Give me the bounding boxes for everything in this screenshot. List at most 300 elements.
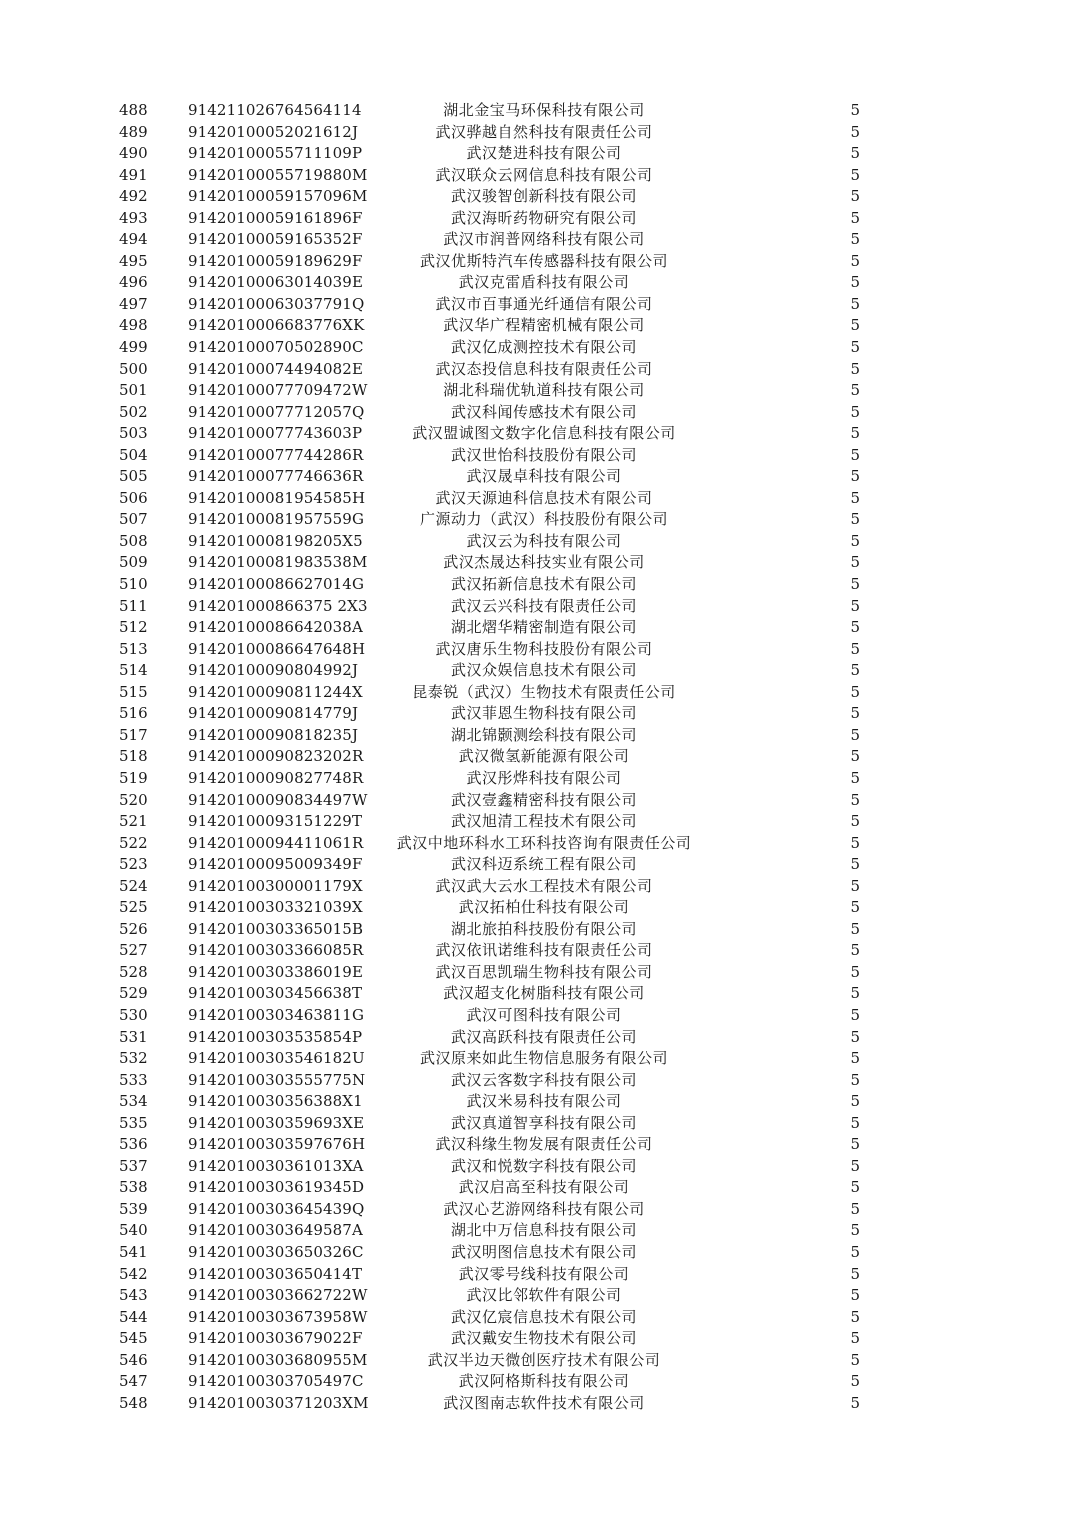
row-index: 525 <box>119 898 148 917</box>
score: 5 <box>850 101 860 119</box>
credit-code: 91420100303619345D <box>188 1178 365 1197</box>
score: 5 <box>850 445 860 464</box>
table-row <box>0 1264 1080 1286</box>
score: 5 <box>850 208 860 227</box>
credit-code: 91420100095009349F <box>188 855 363 874</box>
score: 5 <box>850 725 860 744</box>
score: 5 <box>850 424 860 443</box>
table-row <box>0 186 1080 208</box>
credit-code: 91420100303386019E <box>188 962 363 981</box>
row-index: 491 <box>119 165 148 184</box>
credit-code: 91420100090804992J <box>188 661 359 680</box>
credit-code: 91420100081983538M <box>188 553 368 572</box>
table-row <box>0 509 1080 531</box>
credit-code: 91420100303597676H <box>188 1135 366 1154</box>
table-row <box>0 574 1080 596</box>
company-name: 武汉克雷盾科技有限公司 <box>458 273 630 292</box>
company-name: 武汉米易科技有限公司 <box>466 1092 622 1111</box>
company-name: 武汉世怡科技股份有限公司 <box>450 445 637 464</box>
score: 5 <box>850 251 860 270</box>
company-name: 武汉高跃科技有限责任公司 <box>450 1027 637 1046</box>
table-row <box>0 1156 1080 1178</box>
row-index: 523 <box>119 855 148 874</box>
company-name: 武汉戴安生物技术有限公司 <box>450 1329 637 1348</box>
company-name: 武汉和悦数字科技有限公司 <box>450 1156 637 1175</box>
company-name: 武汉盟诚图文数字化信息科技有限公司 <box>412 424 676 443</box>
row-index: 539 <box>119 1199 148 1218</box>
company-name: 武汉亿成测控技术有限公司 <box>450 338 637 357</box>
row-index: 504 <box>119 445 148 464</box>
table-row <box>0 983 1080 1005</box>
score: 5 <box>850 1264 860 1283</box>
company-name: 武汉阿格斯科技有限公司 <box>458 1372 630 1391</box>
table-row <box>0 1220 1080 1242</box>
company-name: 武汉武大云水工程技术有限公司 <box>435 876 653 895</box>
company-name: 武汉云为科技有限公司 <box>466 531 622 550</box>
credit-code: 91420100055711109P <box>188 144 363 163</box>
row-index: 514 <box>119 661 148 680</box>
company-name: 武汉众娱信息技术有限公司 <box>450 661 637 680</box>
credit-code: 91420100303649587A <box>188 1221 363 1240</box>
company-name: 武汉半边天微创医疗技术有限公司 <box>427 1350 661 1369</box>
credit-code: 91420100090834497W <box>188 790 368 809</box>
company-name: 武汉壹鑫精密科技有限公司 <box>450 790 637 809</box>
credit-code: 9142010030371203XM <box>188 1393 369 1412</box>
row-index: 501 <box>119 381 148 400</box>
table-row <box>0 208 1080 230</box>
table-row <box>0 122 1080 144</box>
score: 5 <box>850 596 860 615</box>
company-name: 武汉晟卓科技有限公司 <box>466 467 622 486</box>
score: 5 <box>850 467 860 486</box>
table-row <box>0 1242 1080 1264</box>
row-index: 516 <box>119 704 148 723</box>
table-row <box>0 337 1080 359</box>
company-name: 湖北金宝马环保科技有限公司 <box>443 101 645 119</box>
table-row <box>0 1048 1080 1070</box>
credit-code: 91420100059161896F <box>188 208 363 227</box>
company-name: 武汉骅越自然科技有限责任公司 <box>435 122 653 141</box>
row-index: 513 <box>119 639 148 658</box>
row-index: 519 <box>119 768 148 787</box>
company-name: 武汉科迈系统工程有限公司 <box>450 855 637 874</box>
credit-code: 914211026764564114 <box>188 101 362 119</box>
credit-code: 91420100090811244X <box>188 682 363 701</box>
row-index: 507 <box>119 510 148 529</box>
score: 5 <box>850 187 860 206</box>
row-index: 515 <box>119 682 148 701</box>
score: 5 <box>850 1199 860 1218</box>
score: 5 <box>850 855 860 874</box>
credit-code: 91420100059157096M <box>188 187 368 206</box>
credit-code: 91420100303645439Q <box>188 1199 365 1218</box>
credit-code: 91420100090823202R <box>188 747 364 766</box>
credit-code: 91420100090827748R <box>188 768 364 787</box>
row-index: 522 <box>119 833 148 852</box>
company-name: 武汉可图科技有限公司 <box>466 1005 622 1024</box>
row-index: 527 <box>119 941 148 960</box>
table-row <box>0 940 1080 962</box>
table-row <box>0 811 1080 833</box>
credit-code: 91420100086647648H <box>188 639 366 658</box>
credit-code: 91420100303546182U <box>188 1049 365 1068</box>
row-index: 496 <box>119 273 148 292</box>
score: 5 <box>850 1135 860 1154</box>
row-index: 488 <box>119 101 148 119</box>
credit-code: 91420100077746636R <box>188 467 364 486</box>
credit-code: 91420100300001179X <box>188 876 363 895</box>
table-row <box>0 165 1080 187</box>
table-row <box>0 1199 1080 1221</box>
credit-code: 91420100077712057Q <box>188 402 365 421</box>
table-row <box>0 1113 1080 1135</box>
table-row <box>0 1070 1080 1092</box>
company-name: 武汉骏智创新科技有限公司 <box>450 187 637 206</box>
table-row <box>0 488 1080 510</box>
row-index: 502 <box>119 402 148 421</box>
credit-code: 91420100077709472W <box>188 381 368 400</box>
company-name: 武汉比邻软件有限公司 <box>466 1286 622 1305</box>
row-index: 520 <box>119 790 148 809</box>
credit-code: 91420100303321039X <box>188 898 363 917</box>
credit-code: 91420100303535854P <box>188 1027 363 1046</box>
company-name: 武汉云兴科技有限责任公司 <box>450 596 637 615</box>
credit-code: 9142010030361013XA <box>188 1156 364 1175</box>
score: 5 <box>850 661 860 680</box>
row-index: 535 <box>119 1113 148 1132</box>
score: 5 <box>850 575 860 594</box>
row-index: 529 <box>119 984 148 1003</box>
table-row <box>0 1134 1080 1156</box>
company-name: 武汉心艺游网络科技有限公司 <box>443 1199 645 1218</box>
score: 5 <box>850 833 860 852</box>
company-name: 武汉楚进科技有限公司 <box>466 144 622 163</box>
score: 5 <box>850 1156 860 1175</box>
credit-code: 91420100093151229T <box>188 812 363 831</box>
row-index: 505 <box>119 467 148 486</box>
row-index: 518 <box>119 747 148 766</box>
score: 5 <box>850 294 860 313</box>
company-name: 武汉亿宸信息技术有限公司 <box>450 1307 637 1326</box>
table-row <box>0 402 1080 424</box>
score: 5 <box>850 639 860 658</box>
company-name: 武汉态投信息科技有限责任公司 <box>435 359 653 378</box>
row-index: 508 <box>119 531 148 550</box>
table-row <box>0 768 1080 790</box>
row-index: 543 <box>119 1286 148 1305</box>
row-index: 499 <box>119 338 148 357</box>
credit-code: 91420100052021612J <box>188 122 359 141</box>
table-row <box>0 272 1080 294</box>
score: 5 <box>850 876 860 895</box>
row-index: 512 <box>119 618 148 637</box>
credit-code: 91420100086642038A <box>188 618 363 637</box>
table-row <box>0 380 1080 402</box>
score: 5 <box>850 704 860 723</box>
company-name: 武汉科缘生物发展有限责任公司 <box>435 1135 653 1154</box>
company-name: 武汉杰晟达科技实业有限公司 <box>443 553 645 572</box>
company-name: 武汉明图信息技术有限公司 <box>450 1242 637 1261</box>
credit-code: 91420100094411061R <box>188 833 364 852</box>
company-name: 湖北熠华精密制造有限公司 <box>450 618 637 637</box>
credit-code: 91420100303456638T <box>188 984 363 1003</box>
table-row <box>0 229 1080 251</box>
table-row <box>0 919 1080 941</box>
credit-code: 91420100081954585H <box>188 488 366 507</box>
row-index: 510 <box>119 575 148 594</box>
table-row <box>0 359 1080 381</box>
score: 5 <box>850 919 860 938</box>
credit-code: 91420100303650414T <box>188 1264 363 1283</box>
table-row <box>0 876 1080 898</box>
row-index: 531 <box>119 1027 148 1046</box>
company-name: 武汉云客数字科技有限公司 <box>450 1070 637 1089</box>
score: 5 <box>850 144 860 163</box>
credit-code: 91420100090814779J <box>188 704 359 723</box>
row-index: 509 <box>119 553 148 572</box>
score: 5 <box>850 1307 860 1326</box>
credit-code: 9142010006683776XK <box>188 316 365 335</box>
company-name: 武汉联众云网信息科技有限公司 <box>435 165 653 184</box>
company-name: 武汉图南志软件技术有限公司 <box>443 1393 645 1412</box>
credit-code: 9142010030359693XE <box>188 1113 365 1132</box>
table-row <box>0 1027 1080 1049</box>
credit-code: 91420100090818235J <box>188 725 359 744</box>
credit-code: 91420100303662722W <box>188 1286 368 1305</box>
row-index: 489 <box>119 122 148 141</box>
credit-code: 91420100070502890C <box>188 338 364 357</box>
table-row <box>0 790 1080 812</box>
row-index: 526 <box>119 919 148 938</box>
row-index: 545 <box>119 1329 148 1348</box>
company-name: 武汉依讯诺维科技有限责任公司 <box>435 941 653 960</box>
score: 5 <box>850 1178 860 1197</box>
row-index: 533 <box>119 1070 148 1089</box>
credit-code: 91420100077743603P <box>188 424 363 443</box>
row-index: 528 <box>119 962 148 981</box>
row-index: 493 <box>119 208 148 227</box>
company-name: 广源动力（武汉）科技股份有限公司 <box>419 510 668 529</box>
row-index: 536 <box>119 1135 148 1154</box>
table-row <box>0 1328 1080 1350</box>
row-index: 524 <box>119 876 148 895</box>
table-row <box>0 251 1080 273</box>
row-index: 506 <box>119 488 148 507</box>
credit-code: 91420100074494082E <box>188 359 363 378</box>
table-row <box>0 100 1080 122</box>
table-row <box>0 746 1080 768</box>
score: 5 <box>850 402 860 421</box>
table-row <box>0 1393 1080 1415</box>
company-name: 武汉华广程精密机械有限公司 <box>443 316 645 335</box>
score: 5 <box>850 984 860 1003</box>
row-index: 492 <box>119 187 148 206</box>
table-row <box>0 1371 1080 1393</box>
score: 5 <box>850 359 860 378</box>
credit-code: 91420100059165352F <box>188 230 363 249</box>
row-index: 494 <box>119 230 148 249</box>
credit-code: 91420100303680955M <box>188 1350 368 1369</box>
row-index: 546 <box>119 1350 148 1369</box>
table-row <box>0 445 1080 467</box>
score: 5 <box>850 553 860 572</box>
credit-code: 91420100303650326C <box>188 1242 364 1261</box>
table-row <box>0 682 1080 704</box>
company-name: 武汉彤烨科技有限公司 <box>466 768 622 787</box>
score: 5 <box>850 531 860 550</box>
score: 5 <box>850 790 860 809</box>
credit-code: 91420100303673958W <box>188 1307 368 1326</box>
score: 5 <box>850 316 860 335</box>
score: 5 <box>850 812 860 831</box>
score: 5 <box>850 1372 860 1391</box>
score: 5 <box>850 1049 860 1068</box>
table-row <box>0 423 1080 445</box>
row-index: 500 <box>119 359 148 378</box>
score: 5 <box>850 898 860 917</box>
credit-code: 91420100303365015B <box>188 919 364 938</box>
row-index: 503 <box>119 424 148 443</box>
company-name: 武汉市百事通光纤通信有限公司 <box>435 294 653 313</box>
table-row <box>0 466 1080 488</box>
company-name: 武汉零号线科技有限公司 <box>458 1264 630 1283</box>
company-name: 武汉原来如此生物信息服务有限公司 <box>419 1049 668 1068</box>
row-index: 497 <box>119 294 148 313</box>
credit-code: 91420100303555775N <box>188 1070 366 1089</box>
company-name: 武汉菲恩生物科技有限公司 <box>450 704 637 723</box>
row-index: 547 <box>119 1372 148 1391</box>
credit-code: 91420100081957559G <box>188 510 365 529</box>
row-index: 532 <box>119 1049 148 1068</box>
row-index: 490 <box>119 144 148 163</box>
score: 5 <box>850 1329 860 1348</box>
row-index: 530 <box>119 1005 148 1024</box>
company-name: 武汉天源迪科信息技术有限公司 <box>435 488 653 507</box>
row-index: 495 <box>119 251 148 270</box>
company-name: 武汉科闻传感技术有限公司 <box>450 402 637 421</box>
company-name: 武汉海昕药物研究有限公司 <box>450 208 637 227</box>
row-index: 534 <box>119 1092 148 1111</box>
credit-code: 91420100059189629F <box>188 251 363 270</box>
table-row <box>0 1307 1080 1329</box>
table-row <box>0 833 1080 855</box>
table-row <box>0 1005 1080 1027</box>
table-row <box>0 725 1080 747</box>
credit-code: 91420100303366085R <box>188 941 364 960</box>
table-row <box>0 1350 1080 1372</box>
credit-code: 91420100303679022F <box>188 1329 363 1348</box>
score: 5 <box>850 747 860 766</box>
score: 5 <box>850 273 860 292</box>
company-name: 湖北科瑞优轨道科技有限公司 <box>443 381 645 400</box>
score: 5 <box>850 941 860 960</box>
score: 5 <box>850 1113 860 1132</box>
company-name: 武汉市润普网络科技有限公司 <box>443 230 645 249</box>
credit-code: 91420100303705497C <box>188 1372 364 1391</box>
score: 5 <box>850 338 860 357</box>
credit-code: 91420100055719880M <box>188 165 368 184</box>
credit-code: 91420100303463811G <box>188 1005 365 1024</box>
row-index: 498 <box>119 316 148 335</box>
credit-code: 91420100086627014G <box>188 575 365 594</box>
company-name: 武汉拓柏仕科技有限公司 <box>458 898 630 917</box>
score: 5 <box>850 962 860 981</box>
company-name: 武汉微氢新能源有限公司 <box>458 747 630 766</box>
score: 5 <box>850 768 860 787</box>
row-index: 541 <box>119 1242 148 1261</box>
score: 5 <box>850 165 860 184</box>
row-index: 542 <box>119 1264 148 1283</box>
company-name: 武汉优斯特汽车传感器科技有限公司 <box>419 251 668 270</box>
score: 5 <box>850 488 860 507</box>
credit-code: 9142010008198205X5 <box>188 531 363 550</box>
table-row <box>0 639 1080 661</box>
table-row <box>0 1285 1080 1307</box>
row-index: 537 <box>119 1156 148 1175</box>
score: 5 <box>850 1221 860 1240</box>
credit-code: 914201000866375 2X3 <box>188 596 368 615</box>
score: 5 <box>850 1242 860 1261</box>
table-row <box>0 596 1080 618</box>
company-name: 武汉超支化树脂科技有限公司 <box>443 984 645 1003</box>
company-name: 昆泰锐（武汉）生物技术有限责任公司 <box>412 682 676 701</box>
table-row <box>0 897 1080 919</box>
credit-code: 91420100063014039E <box>188 273 363 292</box>
company-name: 湖北锦颢测绘科技有限公司 <box>450 725 637 744</box>
company-name: 武汉拓新信息技术有限公司 <box>450 575 637 594</box>
score: 5 <box>850 510 860 529</box>
company-name: 湖北中万信息科技有限公司 <box>450 1221 637 1240</box>
company-name: 武汉中地环科水工环科技咨询有限责任公司 <box>396 833 692 852</box>
score: 5 <box>850 1350 860 1369</box>
table-row <box>0 1091 1080 1113</box>
score: 5 <box>850 381 860 400</box>
table-row <box>0 703 1080 725</box>
company-list-table <box>0 100 1080 1414</box>
score: 5 <box>850 230 860 249</box>
company-name: 武汉百思凯瑞生物科技有限公司 <box>435 962 653 981</box>
row-index: 544 <box>119 1307 148 1326</box>
credit-code: 9142010030356388X1 <box>188 1092 363 1111</box>
row-index: 540 <box>119 1221 148 1240</box>
table-row <box>0 660 1080 682</box>
company-name: 武汉旭清工程技术有限公司 <box>450 812 637 831</box>
score: 5 <box>850 1393 860 1412</box>
score: 5 <box>850 1286 860 1305</box>
score: 5 <box>850 618 860 637</box>
table-row <box>0 962 1080 984</box>
row-index: 538 <box>119 1178 148 1197</box>
table-row <box>0 617 1080 639</box>
company-name: 湖北旅拍科技股份有限公司 <box>450 919 637 938</box>
credit-code: 91420100077744286R <box>188 445 364 464</box>
row-index: 517 <box>119 725 148 744</box>
table-row <box>0 531 1080 553</box>
table-row <box>0 143 1080 165</box>
table-row <box>0 294 1080 316</box>
score: 5 <box>850 1005 860 1024</box>
row-index: 511 <box>119 596 148 615</box>
score: 5 <box>850 1027 860 1046</box>
table-row <box>0 552 1080 574</box>
table-row <box>0 315 1080 337</box>
score: 5 <box>850 1092 860 1111</box>
row-index: 548 <box>119 1393 148 1412</box>
score: 5 <box>850 682 860 701</box>
credit-code: 91420100063037791Q <box>188 294 365 313</box>
score: 5 <box>850 122 860 141</box>
score: 5 <box>850 1070 860 1089</box>
